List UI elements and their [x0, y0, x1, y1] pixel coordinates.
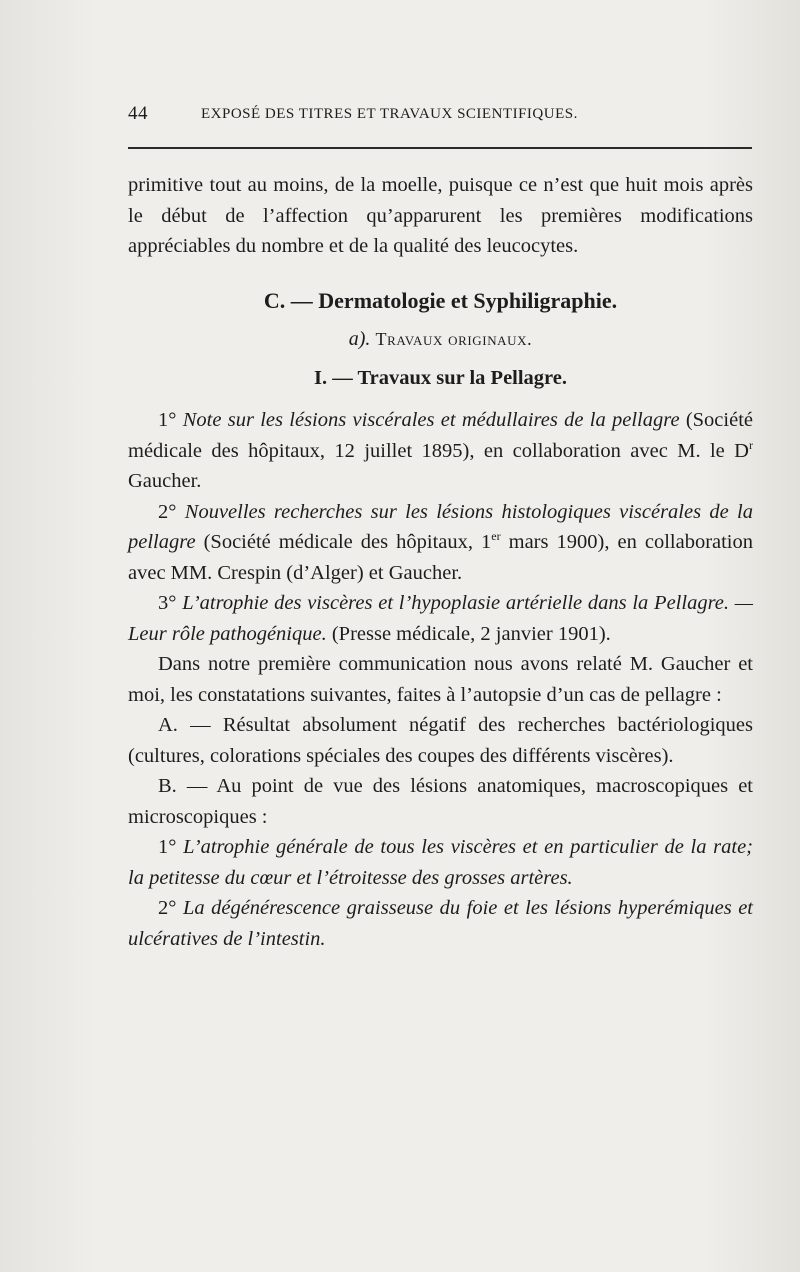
work-details-end: Gaucher.	[128, 470, 202, 492]
finding-text: La dégénérescence graisseuse du foie et les lésions hyperémiques et ulcératives de l’intestin.	[128, 897, 754, 950]
finding-text: L’atrophie générale de tous les viscères et en particulier de la rate; la petitesse du cœur et l’étroitesse des grosses artères.	[128, 836, 753, 889]
point-a: A. — Résultat absolument négatif des recherches bactériologiques (cultures, colorations spéciales des coupes des différents viscères).	[128, 714, 753, 767]
work-entry-1	[128, 405, 753, 497]
intro-paragraph: primitive tout au moins, de la moelle, puisque ce n’est que huit mois après le début de l’affection qu’apparurent les premières modifications appréciables du nombre et de la qualité des leucocytes.	[128, 174, 753, 257]
finding-number: 1°	[158, 836, 177, 858]
finding-1	[128, 832, 753, 893]
work-details-sup: r	[749, 437, 753, 452]
point-b: B. — Au point de vue des lésions anatomiques, macroscopiques et microscopiques :	[128, 775, 753, 828]
running-title: EXPOSÉ DES TITRES ET TRAVAUX SCIENTIFIQUES.	[201, 106, 578, 122]
subsection-title	[128, 324, 753, 355]
pellagre-heading: I. — Travaux sur la Pellagre.	[313, 366, 568, 389]
page-body	[128, 170, 753, 954]
work-details-end: mars 1900), en collaboration avec MM. Crespin (d’Alger) et Gaucher.	[128, 531, 754, 584]
work-entry-2	[128, 497, 753, 589]
discussion-paragraph: Dans notre première communication nous avons relaté M. Gaucher et moi, les constatations suivantes, faites à l’autopsie d’un cas de pellagre :	[128, 653, 753, 706]
subsection-label: Travaux originaux.	[375, 329, 533, 349]
work-title: Nouvelles recherches sur les lésions histologiques viscérales de la pellagre	[128, 500, 753, 553]
work-number: 3°	[158, 592, 177, 614]
work-entry-3	[128, 588, 753, 649]
finding-2	[128, 893, 753, 954]
work-number: 1°	[158, 409, 177, 431]
work-details: (Société médicale des hôpitaux, 1	[203, 531, 492, 553]
finding-number: 2°	[158, 897, 177, 919]
work-title: Note sur les lésions viscérales et médullaires de la pellagre	[182, 409, 680, 431]
subsection-letter: a).	[348, 328, 371, 350]
work-details: (Société médicale des hôpitaux, 12 juillet 1895), en collaboration avec M. le D	[128, 409, 753, 462]
section-title: C. — Dermatologie et Syphiligraphie.	[263, 287, 618, 313]
page-number: 44	[128, 103, 148, 124]
work-details: (Presse médicale, 2 janvier 1901).	[331, 622, 611, 645]
work-details-sup: er	[491, 529, 501, 544]
header-rule	[128, 147, 752, 149]
work-title: L’atrophie des viscères et l’hypoplasie artérielle dans la Pellagre. — Leur rôle pathogénique.	[128, 592, 753, 645]
work-number: 2°	[158, 500, 177, 523]
